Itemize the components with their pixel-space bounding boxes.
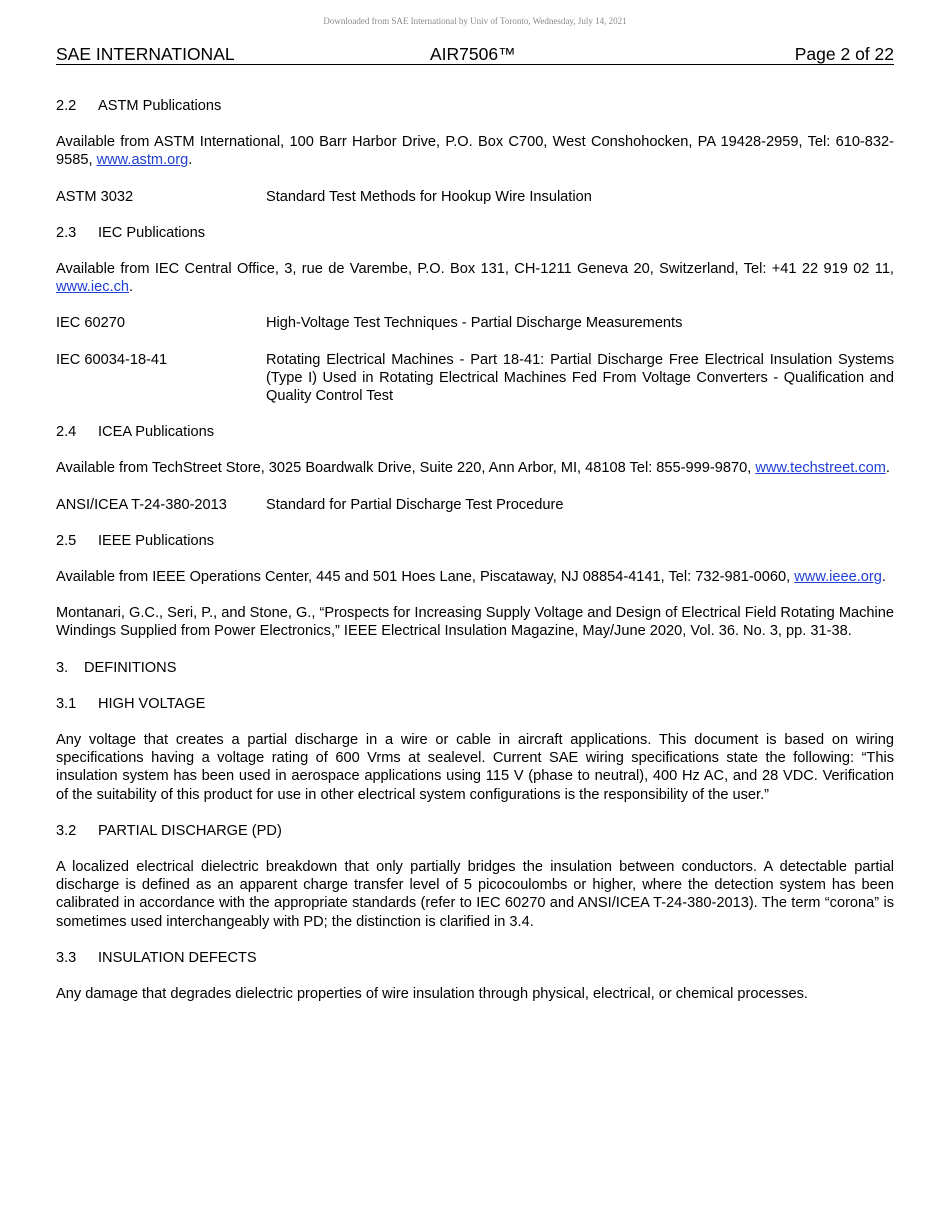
- availability-text: Available from ASTM International, 100 Barr Harbor Drive, P.O. Box C700, West Conshohocken, PA 19428-2959, Tel: 610-832-9585,: [56, 134, 894, 169]
- section-heading-2-5: [56, 532, 894, 550]
- reference-code: IEC 60034-18-41: [56, 351, 168, 368]
- section-heading-2-4: [56, 423, 894, 441]
- section-number: 3.2: [56, 822, 77, 839]
- reference-title: Standard for Partial Discharge Test Procedure: [266, 496, 564, 513]
- ieee-link[interactable]: www.ieee.org: [794, 569, 882, 586]
- section-number: 2.3: [56, 224, 77, 241]
- astm-link[interactable]: www.astm.org: [96, 152, 189, 169]
- section-heading-3: [56, 659, 894, 677]
- definition-paragraph-high-voltage: Any voltage that creates a partial discharge in a wire or cable in aircraft applications. This document is based on wiring specifications having a voltage rating of 600 Vrms at sealevel. Current SAE wiring specifications state the following: “This insulation system has been used in aerospace applications using 115 V (phase to neutral), 400 Hz AC, and 28 VDC. Verification of the suitability of this product for use in other electrical system configurations is the responsibility of the user.”: [56, 732, 894, 803]
- reference-title: High-Voltage Test Techniques - Partial Discharge Measurements: [266, 315, 683, 332]
- page-header: [56, 44, 894, 65]
- reference-code: IEC 60270: [56, 315, 125, 332]
- section-heading-2-3: [56, 224, 894, 242]
- availability-paragraph-ieee: [56, 568, 894, 586]
- availability-text: Available from TechStreet Store, 3025 Boardwalk Drive, Suite 220, Ann Arbor, MI, 48108 Tel: 855-999-9870,: [56, 460, 756, 477]
- section-title: HIGH VOLTAGE: [98, 695, 206, 712]
- section-number: 3.3: [56, 949, 77, 966]
- availability-text: Available from IEEE Operations Center, 445 and 501 Hoes Lane, Piscataway, NJ 08854-4141, Tel: 732-981-0060,: [56, 569, 795, 586]
- section-heading-2-2: [56, 97, 894, 115]
- availability-text: Available from IEC Central Office, 3, rue de Varembe, P.O. Box 131, CH-1211 Geneva 20, Switzerland, Tel: +41 22 919 02 11,: [56, 261, 894, 278]
- download-watermark: Downloaded from SAE International by Univ of Toronto, Wednesday, July 14, 2021: [323, 16, 627, 26]
- header-doc-id: AIR7506™: [430, 44, 516, 64]
- reference-entry: [56, 314, 894, 332]
- section-heading-3-1: [56, 695, 894, 713]
- section-title: ASTM Publications: [98, 98, 222, 114]
- techstreet-link[interactable]: www.techstreet.com: [755, 460, 886, 477]
- period: .: [885, 460, 890, 477]
- definition-paragraph-insulation-defects: Any damage that degrades dielectric properties of wire insulation through physical, electrical, or chemical processes.: [56, 986, 808, 1003]
- section-number: 3.: [56, 659, 69, 676]
- iec-link[interactable]: www.iec.ch: [56, 279, 129, 296]
- header-org: SAE INTERNATIONAL: [56, 44, 235, 64]
- definition-paragraph-partial-discharge: A localized electrical dielectric breakdown that only partially bridges the insulation between conductors. A detectable partial discharge is defined as an apparent charge transfer level of 5 picocoulombs or higher, where the detection system has been calibrated in accordance with the appropriate standards (refer to IEC 60270 and ANSI/ICEA T-24-380-2013). The term “corona” is sometimes used interchangeably with PD; the distinction is clarified in 3.4.: [56, 859, 894, 930]
- reference-title: Rotating Electrical Machines - Part 18-41: Partial Discharge Free Electrical Insulation Systems (Type I) Used in Rotating Electrical Machines Fed From Voltage Converters - Qualification and Quality Control Test: [266, 351, 894, 405]
- reference-entry: [56, 188, 894, 206]
- section-title: DEFINITIONS: [84, 659, 177, 676]
- section-number: 2.2: [56, 98, 77, 114]
- citation-paragraph: Montanari, G.C., Seri, P., and Stone, G., “Prospects for Increasing Supply Voltage and Design of Electrical Field Rotating Machine Windings Supplied from Power Electronics,” IEEE Electrical Insulation Magazine, May/June 2020, Vol. 36. No. 3, pp. 31-38.: [56, 605, 894, 640]
- section-heading-3-3: [56, 949, 894, 967]
- reference-code: ANSI/ICEA T-24-380-2013: [56, 496, 227, 513]
- reference-entry: [56, 496, 894, 514]
- reference-title: Standard Test Methods for Hookup Wire Insulation: [266, 188, 592, 205]
- period: .: [881, 569, 886, 586]
- period: .: [188, 152, 193, 169]
- section-number: 3.1: [56, 695, 77, 712]
- header-page-number: Page 2 of 22: [794, 44, 894, 64]
- document-body: [56, 97, 894, 1003]
- reference-entry: [56, 351, 894, 406]
- section-heading-3-2: [56, 822, 894, 840]
- availability-paragraph-icea: [56, 459, 894, 477]
- section-title: ICEA Publications: [98, 424, 215, 441]
- reference-code: ASTM 3032: [56, 188, 134, 205]
- section-number: 2.5: [56, 532, 77, 549]
- section-title: IEC Publications: [98, 224, 206, 241]
- availability-paragraph-iec: [56, 260, 894, 296]
- period: .: [129, 279, 134, 296]
- section-title: IEEE Publications: [98, 532, 215, 549]
- section-number: 2.4: [56, 424, 77, 441]
- availability-paragraph-astm: [56, 133, 894, 169]
- section-title: PARTIAL DISCHARGE (PD): [98, 822, 282, 839]
- section-title: INSULATION DEFECTS: [98, 949, 257, 966]
